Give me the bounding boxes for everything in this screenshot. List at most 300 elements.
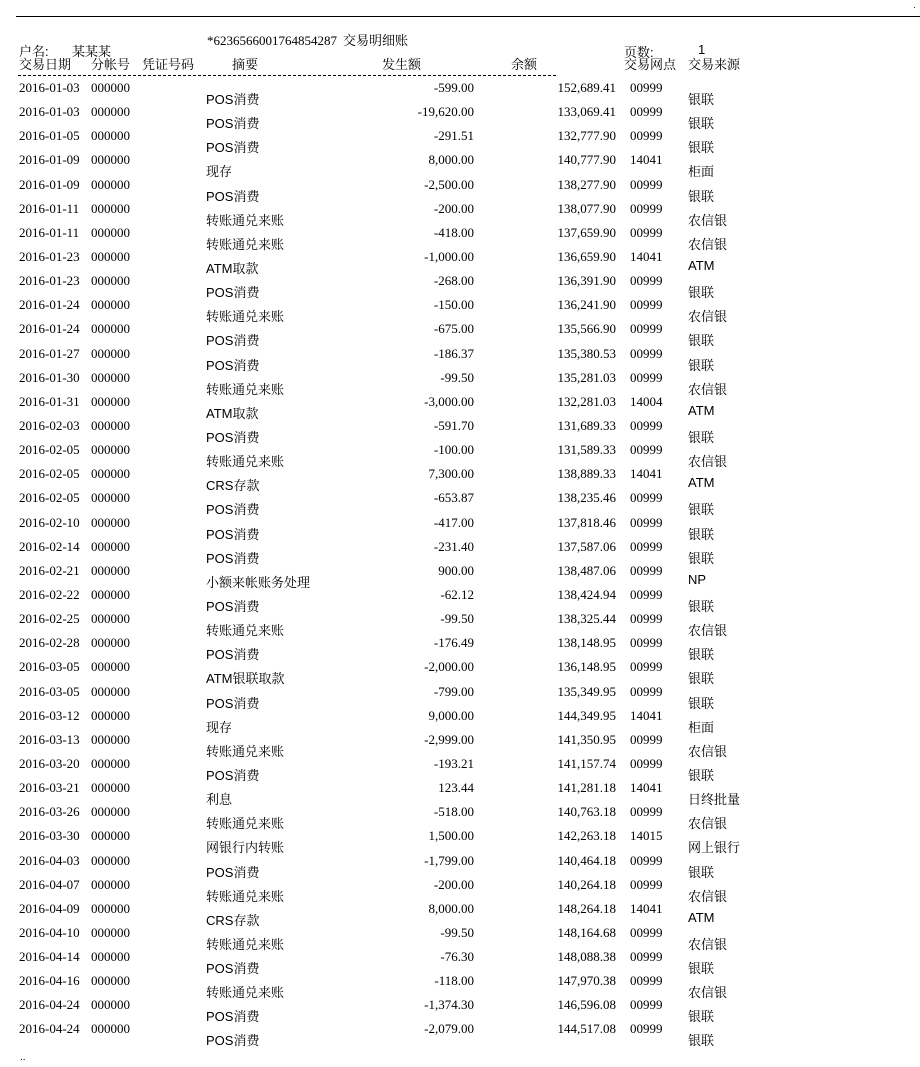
txn-balance: 142,263.18 [557, 828, 616, 844]
txn-balance: 136,391.90 [557, 273, 616, 289]
txn-summary: 网银行内转账 [206, 840, 285, 856]
txn-balance: 148,164.68 [557, 924, 616, 940]
txn-source: 农信银 [688, 236, 728, 252]
transaction-row [0, 490, 920, 518]
txn-amount: 123.44 [438, 780, 474, 796]
txn-branch: 00999 [630, 659, 663, 675]
transaction-row [0, 562, 920, 590]
transaction-row [0, 707, 920, 735]
txn-sub-account: 000000 [91, 104, 130, 120]
txn-summary: CRS存款 [206, 912, 260, 928]
transaction-row [0, 321, 920, 349]
txn-summary: 利息 [206, 792, 233, 808]
txn-source: 银联 [688, 695, 715, 711]
txn-source: 柜面 [688, 164, 715, 180]
txn-summary: POS消费 [206, 695, 260, 711]
txn-date: 2016-02-05 [19, 442, 80, 458]
txn-branch: 00999 [630, 755, 663, 771]
txn-balance: 138,148.95 [557, 635, 616, 651]
txn-source: 网上银行 [688, 840, 741, 856]
txn-summary: POS消费 [206, 550, 260, 566]
transaction-row [0, 900, 920, 928]
txn-sub-account: 000000 [91, 586, 130, 602]
txn-summary: ATM取款 [206, 260, 259, 276]
txn-summary: POS消费 [206, 647, 260, 663]
txn-source: 农信银 [688, 816, 728, 832]
txn-summary: POS消费 [206, 357, 260, 373]
corner-mark: · [913, 2, 916, 12]
txn-branch: 14041 [630, 248, 663, 264]
txn-summary: POS消费 [206, 1009, 260, 1025]
account-name-label: 户名: [19, 44, 49, 59]
txn-source: 农信银 [688, 985, 728, 1001]
txn-date: 2016-02-21 [19, 562, 80, 578]
txn-source: 银联 [688, 767, 715, 783]
txn-amount: -193.21 [433, 755, 474, 771]
transaction-row [0, 683, 920, 711]
txn-summary: POS消费 [206, 598, 260, 614]
transaction-row [0, 104, 920, 132]
txn-date: 2016-03-20 [19, 755, 80, 771]
txn-date: 2016-01-09 [19, 176, 80, 192]
txn-sub-account: 000000 [91, 900, 130, 916]
txn-summary: 现存 [206, 719, 233, 735]
transaction-row [0, 1021, 920, 1049]
txn-date: 2016-02-25 [19, 611, 80, 627]
txn-sub-account: 000000 [91, 828, 130, 844]
txn-date: 2016-04-14 [19, 949, 80, 965]
txn-summary: POS消费 [206, 526, 260, 542]
txn-date: 2016-04-03 [19, 852, 80, 868]
txn-branch: 00999 [630, 297, 663, 313]
txn-amount: -1,799.00 [424, 852, 474, 868]
txn-sub-account: 000000 [91, 924, 130, 940]
transaction-row [0, 804, 920, 832]
txn-summary: 转账通兑来账 [206, 816, 285, 832]
txn-summary: 小额来帐账务处理 [206, 574, 311, 590]
transaction-row [0, 417, 920, 445]
txn-sub-account: 000000 [91, 755, 130, 771]
txn-branch: 00999 [630, 973, 663, 989]
txn-sub-account: 000000 [91, 731, 130, 747]
txn-branch: 00999 [630, 852, 663, 868]
transaction-row [0, 248, 920, 276]
txn-amount: -418.00 [433, 224, 474, 240]
txn-summary: 转账通兑来账 [206, 381, 285, 397]
txn-sub-account: 000000 [91, 538, 130, 554]
txn-balance: 132,281.03 [557, 393, 616, 409]
txn-amount: 1,500.00 [428, 828, 474, 844]
transaction-row [0, 997, 920, 1025]
txn-balance: 138,277.90 [557, 176, 616, 192]
txn-sub-account: 000000 [91, 562, 130, 578]
txn-date: 2016-02-28 [19, 635, 80, 651]
transaction-row [0, 973, 920, 1001]
txn-source: 银联 [688, 285, 715, 301]
txn-source: 农信银 [688, 212, 728, 228]
txn-source: 银联 [688, 502, 715, 518]
transaction-row [0, 949, 920, 977]
txn-branch: 00999 [630, 611, 663, 627]
txn-branch: 14041 [630, 780, 663, 796]
txn-sub-account: 000000 [91, 997, 130, 1013]
txn-date: 2016-04-16 [19, 973, 80, 989]
txn-source: 银联 [688, 92, 715, 107]
txn-sub-account: 000000 [91, 973, 130, 989]
txn-source: ATM [688, 475, 715, 491]
txn-branch: 00999 [630, 804, 663, 820]
txn-summary: 现存 [206, 164, 233, 180]
txn-sub-account: 000000 [91, 804, 130, 820]
account-name-value: 某某某 [72, 44, 112, 59]
txn-amount: -518.00 [433, 804, 474, 820]
txn-branch: 14041 [630, 707, 663, 723]
txn-source: 银联 [688, 429, 715, 445]
txn-date: 2016-04-09 [19, 900, 80, 916]
txn-branch: 14041 [630, 900, 663, 916]
statement-heading [207, 30, 408, 49]
txn-amount: -186.37 [433, 345, 474, 361]
txn-sub-account: 000000 [91, 707, 130, 723]
txn-source: 农信银 [688, 743, 728, 759]
txn-amount: -76.30 [440, 949, 474, 965]
txn-summary: POS消费 [206, 767, 260, 783]
txn-balance: 141,157.74 [557, 755, 616, 771]
txn-date: 2016-03-21 [19, 780, 80, 796]
txn-date: 2016-02-03 [19, 417, 80, 433]
txn-amount: -799.00 [433, 683, 474, 699]
txn-balance: 140,777.90 [557, 152, 616, 168]
txn-summary: 转账通兑来账 [206, 936, 285, 952]
txn-balance: 135,281.03 [557, 369, 616, 385]
txn-balance: 135,349.95 [557, 683, 616, 699]
txn-date: 2016-01-11 [19, 200, 80, 216]
txn-source: 银联 [688, 526, 715, 542]
txn-sub-account: 000000 [91, 442, 130, 458]
txn-balance: 138,077.90 [557, 200, 616, 216]
txn-amount: -2,500.00 [424, 176, 474, 192]
txn-source: 农信银 [688, 936, 728, 952]
txn-summary: 转账通兑来账 [206, 743, 285, 759]
txn-source: 银联 [688, 864, 715, 880]
txn-amount: -675.00 [433, 321, 474, 337]
txn-sub-account: 000000 [91, 490, 130, 506]
txn-branch: 00999 [630, 128, 663, 144]
txn-summary: 转账通兑来账 [206, 236, 285, 252]
txn-balance: 144,517.08 [557, 1021, 616, 1037]
txn-balance: 148,264.18 [557, 900, 616, 916]
txn-amount: -2,999.00 [424, 731, 474, 747]
txn-sub-account: 000000 [91, 876, 130, 892]
txn-branch: 00999 [630, 586, 663, 602]
txn-balance: 138,889.33 [557, 466, 616, 482]
txn-date: 2016-01-23 [19, 248, 80, 264]
txn-sub-account: 000000 [91, 345, 130, 361]
txn-summary: ATM取款 [206, 405, 259, 421]
transaction-row [0, 152, 920, 180]
txn-summary: POS消费 [206, 116, 260, 132]
txn-sub-account: 000000 [91, 635, 130, 651]
txn-amount: -268.00 [433, 273, 474, 289]
txn-date: 2016-01-03 [19, 104, 80, 120]
transaction-row [0, 80, 920, 107]
transaction-row [0, 369, 920, 397]
transaction-row [0, 224, 920, 252]
txn-date: 2016-03-05 [19, 659, 80, 675]
txn-balance: 138,325.44 [557, 611, 616, 627]
txn-sub-account: 000000 [91, 128, 130, 144]
txn-sub-account: 000000 [91, 514, 130, 530]
txn-amount: -2,079.00 [424, 1021, 474, 1037]
txn-date: 2016-01-05 [19, 128, 80, 144]
column-header-amount: 发生额 [382, 57, 422, 72]
transaction-row [0, 731, 920, 759]
txn-date: 2016-01-30 [19, 369, 80, 385]
txn-amount: -291.51 [433, 128, 474, 144]
transaction-row [0, 780, 920, 808]
txn-source: 银联 [688, 188, 715, 204]
txn-balance: 136,659.90 [557, 248, 616, 264]
txn-balance: 135,380.53 [557, 345, 616, 361]
txn-amount: -99.50 [440, 369, 474, 385]
txn-balance: 146,596.08 [557, 997, 616, 1013]
account-number: *6236566001764854287 [207, 33, 337, 48]
txn-balance: 136,148.95 [557, 659, 616, 675]
txn-sub-account: 000000 [91, 659, 130, 675]
txn-date: 2016-03-30 [19, 828, 80, 844]
txn-amount: -2,000.00 [424, 659, 474, 675]
txn-balance: 137,587.06 [557, 538, 616, 554]
txn-source: 银联 [688, 550, 715, 566]
txn-summary: POS消费 [206, 140, 260, 156]
txn-amount: -99.50 [440, 924, 474, 940]
txn-sub-account: 000000 [91, 152, 130, 168]
txn-source: NP [688, 571, 707, 587]
txn-date: 2016-01-11 [19, 224, 80, 240]
txn-balance: 138,424.94 [557, 586, 616, 602]
txn-summary: POS消费 [206, 1033, 260, 1049]
txn-source: 银联 [688, 671, 715, 687]
txn-sub-account: 000000 [91, 321, 130, 337]
txn-date: 2016-02-22 [19, 586, 80, 602]
column-header-branch: 交易网点 [624, 57, 677, 72]
txn-branch: 00999 [630, 997, 663, 1013]
txn-date: 2016-01-24 [19, 321, 80, 337]
txn-date: 2016-02-10 [19, 514, 80, 530]
txn-balance: 137,659.90 [557, 224, 616, 240]
txn-sub-account: 000000 [91, 1021, 130, 1037]
txn-summary: POS消费 [206, 502, 260, 518]
txn-source: 银联 [688, 116, 715, 132]
txn-date: 2016-01-09 [19, 152, 80, 168]
txn-balance: 141,281.18 [557, 780, 616, 796]
txn-branch: 00999 [630, 514, 663, 530]
txn-amount: -118.00 [434, 973, 474, 989]
txn-source: ATM [688, 257, 715, 273]
txn-summary: 转账通兑来账 [206, 888, 285, 904]
txn-balance: 147,970.38 [557, 973, 616, 989]
page-number: 1 [698, 42, 706, 57]
txn-amount: -62.12 [440, 586, 474, 602]
txn-source: 银联 [688, 1033, 715, 1049]
txn-amount: -231.40 [433, 538, 474, 554]
txn-sub-account: 000000 [91, 273, 130, 289]
txn-branch: 00999 [630, 731, 663, 747]
txn-date: 2016-03-13 [19, 731, 80, 747]
txn-branch: 00999 [630, 538, 663, 554]
txn-amount: -200.00 [433, 200, 474, 216]
column-header-voucher: 凭证号码 [142, 57, 195, 72]
txn-amount: -653.87 [433, 490, 474, 506]
footer-dots: .. [20, 1052, 26, 1063]
txn-amount: -100.00 [433, 442, 474, 458]
txn-branch: 00999 [630, 273, 663, 289]
txn-amount: -417.00 [433, 514, 474, 530]
txn-branch: 14041 [630, 466, 663, 482]
txn-amount: -1,374.30 [424, 997, 474, 1013]
txn-date: 2016-01-03 [19, 80, 80, 95]
txn-date: 2016-03-05 [19, 683, 80, 699]
txn-balance: 136,241.90 [557, 297, 616, 313]
column-header-source: 交易来源 [688, 57, 741, 72]
transaction-row [0, 297, 920, 325]
txn-branch: 00999 [630, 442, 663, 458]
txn-summary: POS消费 [206, 285, 260, 301]
txn-summary: POS消费 [206, 961, 260, 977]
transaction-row [0, 924, 920, 952]
transaction-row [0, 345, 920, 373]
txn-date: 2016-04-24 [19, 1021, 80, 1037]
txn-summary: POS消费 [206, 188, 260, 204]
txn-balance: 138,235.46 [557, 490, 616, 506]
txn-branch: 00999 [630, 949, 663, 965]
txn-branch: 00999 [630, 635, 663, 651]
txn-source: 银联 [688, 1009, 715, 1025]
txn-sub-account: 000000 [91, 393, 130, 409]
txn-sub-account: 000000 [91, 369, 130, 385]
txn-amount: -200.00 [433, 876, 474, 892]
column-header-date: 交易日期 [19, 57, 72, 72]
txn-summary: 转账通兑来账 [206, 212, 285, 228]
txn-date: 2016-01-23 [19, 273, 80, 289]
txn-balance: 144,349.95 [557, 707, 616, 723]
txn-sub-account: 000000 [91, 297, 130, 313]
txn-branch: 00999 [630, 876, 663, 892]
column-header-sub-account: 分帐号 [91, 57, 131, 72]
txn-balance: 138,487.06 [557, 562, 616, 578]
txn-balance: 135,566.90 [557, 321, 616, 337]
txn-date: 2016-04-07 [19, 876, 80, 892]
txn-sub-account: 000000 [91, 949, 130, 965]
column-header-balance: 余额 [511, 57, 538, 72]
txn-date: 2016-01-24 [19, 297, 80, 313]
txn-sub-account: 000000 [91, 852, 130, 868]
txn-branch: 00999 [630, 417, 663, 433]
txn-amount: -19,620.00 [417, 104, 474, 120]
txn-balance: 131,689.33 [557, 417, 616, 433]
txn-branch: 00999 [630, 224, 663, 240]
txn-balance: 140,464.18 [557, 852, 616, 868]
txn-source: 日终批量 [688, 792, 741, 808]
txn-balance: 133,069.41 [557, 104, 616, 120]
txn-sub-account: 000000 [91, 780, 130, 796]
txn-amount: -1,000.00 [424, 248, 474, 264]
column-header-summary: 摘要 [232, 57, 259, 72]
txn-branch: 00999 [630, 490, 663, 506]
transaction-row [0, 128, 920, 156]
txn-date: 2016-04-10 [19, 924, 80, 940]
txn-amount: 8,000.00 [428, 152, 474, 168]
txn-summary: 转账通兑来账 [206, 623, 285, 639]
txn-source: 农信银 [688, 381, 728, 397]
txn-source: 农信银 [688, 309, 728, 325]
txn-source: 农信银 [688, 888, 728, 904]
top-rule [16, 16, 920, 17]
txn-branch: 00999 [630, 369, 663, 385]
txn-branch: 00999 [630, 80, 663, 95]
transaction-row [0, 393, 920, 421]
txn-branch: 00999 [630, 1021, 663, 1037]
transaction-list [0, 80, 920, 1049]
txn-source: 银联 [688, 961, 715, 977]
txn-summary: POS消费 [206, 333, 260, 349]
txn-sub-account: 000000 [91, 417, 130, 433]
txn-date: 2016-04-24 [19, 997, 80, 1013]
txn-source: 银联 [688, 333, 715, 349]
txn-branch: 00999 [630, 104, 663, 120]
page-label: 页数: [624, 45, 654, 60]
txn-branch: 14015 [630, 828, 663, 844]
txn-date: 2016-01-31 [19, 393, 80, 409]
txn-sub-account: 000000 [91, 683, 130, 699]
transaction-row [0, 611, 920, 639]
transaction-row [0, 828, 920, 856]
txn-summary: 转账通兑来账 [206, 454, 285, 470]
txn-source: 农信银 [688, 454, 728, 470]
txn-branch: 00999 [630, 924, 663, 940]
transaction-row [0, 538, 920, 566]
txn-summary: POS消费 [206, 429, 260, 445]
txn-summary: CRS存款 [206, 478, 260, 494]
transaction-row [0, 876, 920, 904]
txn-summary: POS消费 [206, 864, 260, 880]
txn-branch: 00999 [630, 345, 663, 361]
transaction-row [0, 635, 920, 663]
txn-balance: 140,264.18 [557, 876, 616, 892]
transaction-row [0, 442, 920, 470]
txn-branch: 14041 [630, 152, 663, 168]
txn-summary: 转账通兑来账 [206, 985, 285, 1001]
transaction-row [0, 586, 920, 614]
txn-branch: 00999 [630, 562, 663, 578]
txn-balance: 132,777.90 [557, 128, 616, 144]
txn-amount: -176.49 [433, 635, 474, 651]
txn-branch: 14004 [630, 393, 663, 409]
txn-sub-account: 000000 [91, 80, 130, 95]
transaction-row [0, 200, 920, 228]
txn-amount: 7,300.00 [428, 466, 474, 482]
txn-date: 2016-02-14 [19, 538, 80, 554]
txn-source: ATM [688, 909, 715, 925]
txn-date: 2016-01-27 [19, 345, 80, 361]
transaction-row [0, 466, 920, 494]
txn-balance: 131,589.33 [557, 442, 616, 458]
txn-date: 2016-03-26 [19, 804, 80, 820]
transaction-row [0, 659, 920, 687]
transaction-row [0, 176, 920, 204]
txn-amount: -591.70 [433, 417, 474, 433]
statement-title: 交易明细账 [343, 33, 409, 48]
